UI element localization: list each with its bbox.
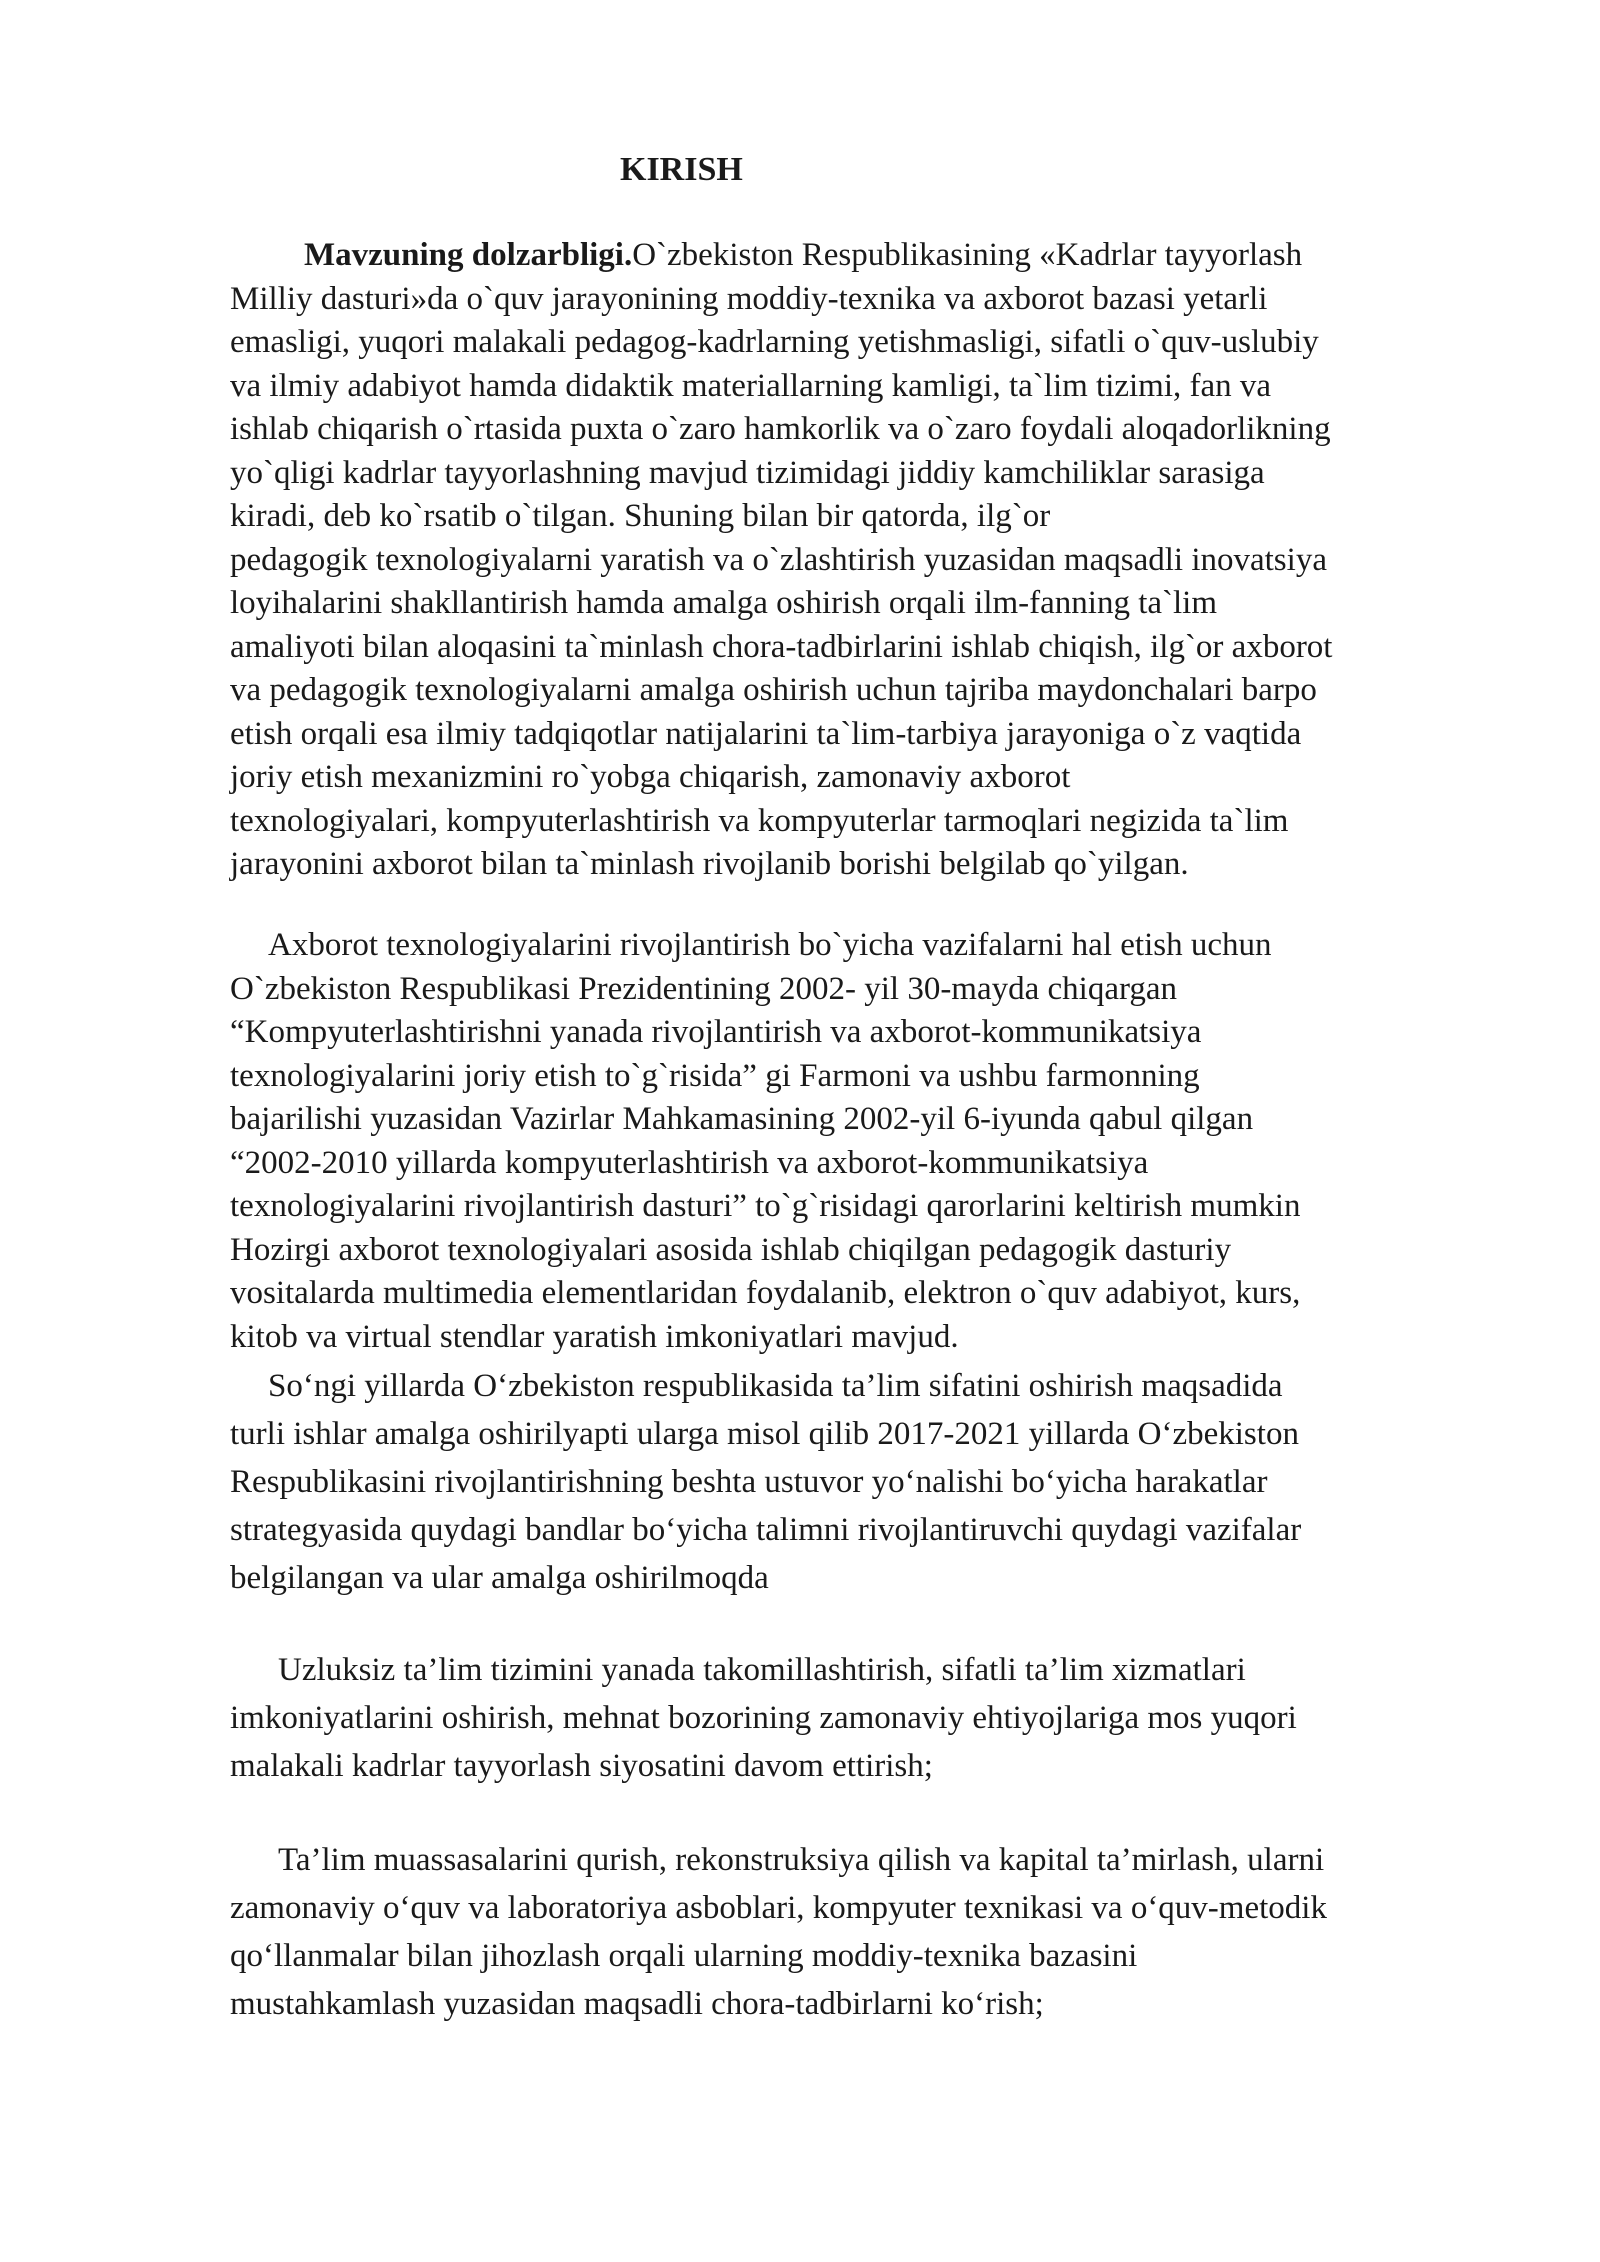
paragraph-line: texnologiyalari, kompyuterlashtirish va kompyuterlar tarmoqlari negizida ta`lim bbox=[230, 802, 1289, 839]
paragraph-line: joriy etish mexanizmini ro`yobga chiqarish, zamonaviy axborot bbox=[230, 759, 1071, 795]
paragraph-line: strategyasida quydagi bandlar bo‘yicha talimni rivojlantiruvchi quydagi vazifalar bbox=[230, 1512, 1302, 1548]
paragraph-line: kitob va virtual stendlar yaratish imkoniyatlari mavjud. bbox=[230, 1318, 959, 1355]
paragraph-line: qo‘llanmalar bilan jihozlash orqali ularning moddiy-texnika bazasini bbox=[230, 1938, 1138, 1974]
paragraph-line: jarayonini axborot bilan ta`minlash rivojlanib borishi belgilab qo`yilgan. bbox=[230, 846, 1189, 882]
paragraph-line: va pedagogik texnologiyalarni amalga oshirish uchun tajriba maydonchalari barpo bbox=[230, 672, 1317, 708]
paragraph-line: kiradi, deb ko`rsatib o`tilgan. Shuning bilan bir qatorda, ilg`or bbox=[230, 498, 1051, 534]
paragraph-line: pedagogik texnologiyalarni yaratish va o`zlashtirish yuzasidan maqsadli inovatsiya bbox=[230, 541, 1327, 578]
paragraph-lead: Mavzuning dolzarbligi. bbox=[304, 237, 633, 273]
paragraph-line: texnologiyalarini joriy etish to`g`risida” gi Farmoni va ushbu farmonning bbox=[230, 1057, 1200, 1094]
paragraph-recent-years bbox=[230, 1362, 1510, 1602]
paragraph-line: yo`qligi kadrlar tayyorlashning mavjud tizimidagi jiddiy kamchiliklar sarasiga bbox=[230, 454, 1265, 491]
paragraph-line: Axborot texnologiyalarini rivojlantirish bo`yicha vazifalarni hal etish uchun bbox=[268, 927, 1272, 963]
paragraph-line: etish orqali esa ilmiy tadqiqotlar natijalarini ta`lim-tarbiya jarayoniga o`z vaqtida bbox=[230, 715, 1302, 752]
paragraph-line: imkoniyatlarini oshirish, mehnat bozorining zamonaviy ehtiyojlariga mos yuqori bbox=[230, 1700, 1297, 1736]
paragraph-line: Respublikasini rivojlantirishning beshta ustuvor yo‘nalishi bo‘yicha harakatlar bbox=[230, 1464, 1268, 1500]
paragraph-line: belgilangan va ular amalga oshirilmoqda bbox=[230, 1560, 769, 1596]
paragraph-line: Hozirgi axborot texnologiyalari asosida ishlab chiqilgan pedagogik dasturiy bbox=[230, 1231, 1232, 1268]
paragraph-line: vositalarda multimedia elementlaridan foydalanib, elektron o`quv adabiyot, kurs, bbox=[230, 1275, 1301, 1311]
paragraph-line: So‘ngi yillarda O‘zbekiston respublikasida ta’lim sifatini oshirish maqsadida bbox=[268, 1368, 1283, 1404]
paragraph-continuous-education bbox=[230, 1646, 1510, 1790]
paragraph-line: zamonaviy o‘quv va laboratoriya asboblari, kompyuter texnikasi va o‘quv-metodik bbox=[230, 1890, 1327, 1926]
paragraph-line: “Kompyuterlashtirishni yanada rivojlantirish va axborot-kommunikatsiya bbox=[230, 1014, 1202, 1050]
paragraph-line: bajarilishi yuzasidan Vazirlar Mahkamasining 2002-yil 6-iyunda qabul qilgan bbox=[230, 1101, 1254, 1137]
paragraph-line: Ta’lim muassasalarini qurish, rekonstruksiya qilish va kapital ta’mirlash, ularni bbox=[278, 1842, 1325, 1878]
paragraph-line: turli ishlar amalga oshirilyapti ularga misol qilib 2017-2021 yillarda O‘zbekiston bbox=[230, 1416, 1299, 1452]
paragraph-line: malakali kadrlar tayyorlash siyosatini davom ettirish; bbox=[230, 1748, 933, 1784]
paragraph-line: va ilmiy adabiyot hamda didaktik materiallarning kamligi, ta`lim tizimi, fan va bbox=[230, 367, 1272, 404]
paragraph-line: ishlab chiqarish o`rtasida puxta o`zaro hamkorlik va o`zaro foydali aloqadorlikning bbox=[230, 411, 1331, 447]
paragraph-line-text: O`zbekiston Respublikasining «Kadrlar tayyorlash bbox=[632, 237, 1303, 273]
paragraph-line: O`zbekiston Respublikasi Prezidentining 2002- yil 30-mayda chiqargan bbox=[230, 970, 1178, 1007]
paragraph-institutions bbox=[230, 1836, 1510, 2028]
paragraph-line: mustahkamlash yuzasidan maqsadli chora-tadbirlarni ko‘rish; bbox=[230, 1986, 1044, 2022]
paragraph-line: “2002-2010 yillarda kompyuterlashtirish va axborot-kommunikatsiya bbox=[230, 1144, 1149, 1181]
paragraph-line: emasligi, yuqori malakali pedagog-kadrlarning yetishmasligi, sifatli o`quv-uslubiy bbox=[230, 324, 1319, 360]
paragraph-relevance bbox=[230, 234, 1510, 887]
paragraph-line: loyihalarini shakllantirish hamda amalga oshirish orqali ilm-fanning ta`lim bbox=[230, 585, 1218, 621]
paragraph-line: amaliyoti bilan aloqasini ta`minlash chora-tadbirlarini ishlab chiqish, ilg`or axborot bbox=[230, 628, 1333, 665]
paragraph-it-development bbox=[230, 924, 1510, 1359]
paragraph-line bbox=[230, 234, 1510, 278]
paragraph-line: Uzluksiz ta’lim tizimini yanada takomillashtirish, sifatli ta’lim xizmatlari bbox=[278, 1652, 1246, 1688]
document-title: KIRISH bbox=[620, 151, 743, 188]
paragraph-line: Milliy dasturi»da o`quv jarayonining moddiy-texnika va axborot bazasi yetarli bbox=[230, 280, 1268, 317]
paragraph-line: texnologiyalarini rivojlantirish dasturi” to`g`risidagi qarorlarini keltirish mumkin bbox=[230, 1188, 1301, 1224]
